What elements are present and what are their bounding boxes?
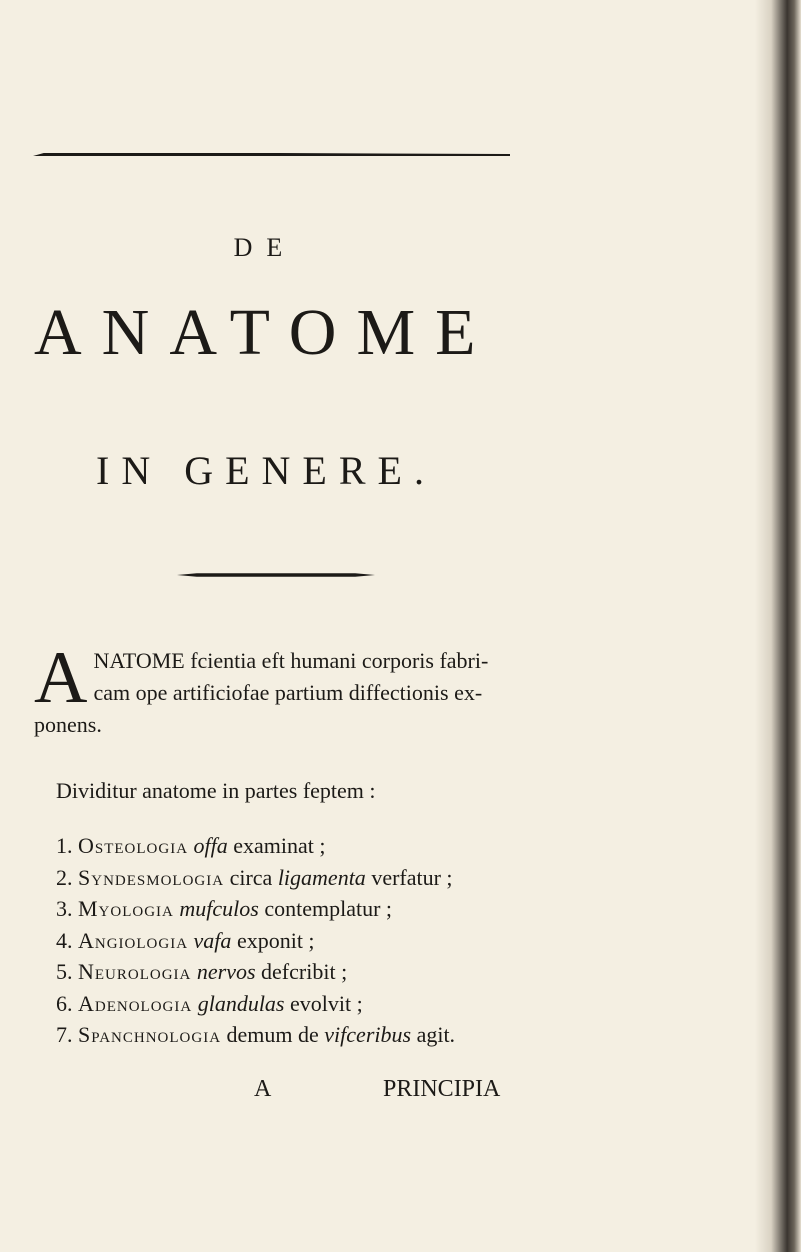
list-item: 2. Syndesmologia circa ligamenta verfatur ;	[56, 864, 453, 890]
catchword: PRINCIPIA	[383, 1076, 501, 1102]
page-gutter-edge	[755, 0, 801, 1252]
list-item: 5. Neurologia nervos defcribit ;	[56, 959, 348, 984]
list-item: 3. Myologia mufculos contemplatur ;	[56, 896, 393, 921]
dividitur-line: Dividitur anatome in partes feptem :	[56, 778, 376, 803]
heading-de: DE	[233, 233, 297, 262]
drop-cap: A	[34, 637, 88, 719]
list-item: 4. Angiologia vafa exponit ;	[56, 927, 315, 953]
intro-paragraph	[34, 637, 534, 741]
list-item: 1. Osteologia offa examinat ;	[56, 833, 326, 858]
signature-mark: A	[254, 1076, 272, 1102]
intro-line-2: cam ope artificiofae partium diffectionis ex-	[93, 680, 483, 705]
intro-line-3: ponens.	[34, 712, 102, 737]
top-ornamental-rule	[33, 151, 510, 161]
list-item: 6. Adenologia glandulas evolvit ;	[56, 990, 363, 1016]
heading-title: ANATOME	[34, 296, 496, 369]
parts-list	[56, 830, 455, 1051]
middle-ornamental-rule	[177, 572, 375, 578]
heading-subtitle: IN GENERE.	[96, 448, 436, 493]
intro-line-1: NATOME fcientia eft humani corporis fabri-	[93, 648, 489, 673]
list-item: 7. Spanchnologia demum de vifceribus agit.	[56, 1022, 456, 1047]
